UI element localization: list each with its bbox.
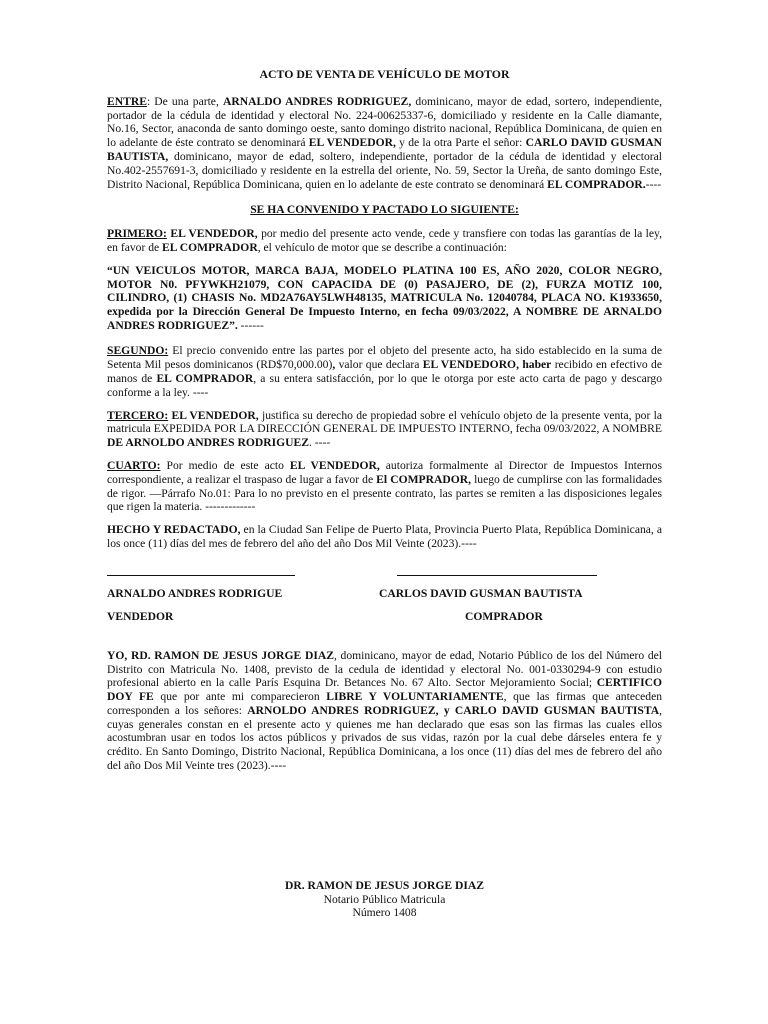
- tercero-bold-2: DE ARNOLDO ANDRES RODRIGUEZ: [107, 436, 309, 450]
- intro-text-1: : De una parte,: [146, 94, 223, 108]
- tercero-text-1: justifica su derecho de propiedad sobre el vehículo objeto de la presente venta, por la matricula EXPEDIDA POR LA DIRECCIÓN GENERAL DE IMPUESTO INTERNO, fecha 09/03/2022, A NOMBRE: [107, 408, 662, 436]
- document-title: ACTO DE VENTA DE VEHÍCULO DE MOTOR: [259, 67, 510, 81]
- intro-label: ENTRE: [107, 94, 147, 108]
- intro-text-5: ----: [645, 177, 662, 191]
- notary-closing: [107, 879, 662, 920]
- seller-signature-name: ARNALDO ANDRES RODRIGUE: [107, 586, 283, 600]
- segundo-bold-3: EL COMPRADOR: [156, 371, 254, 385]
- agreement-heading: SE HA CONVENIDO Y PACTADO LO SIGUIENTE:: [250, 203, 519, 217]
- notary-bold-2: CERTIFICO DOY FE: [107, 676, 662, 704]
- clause-primero: [107, 227, 662, 255]
- tercero-text-2: . ----: [308, 436, 331, 450]
- cuarto-text-3: luego de cumplirse con las formalidades de rigor. —Párrafo No.01: Para lo no previsto en el presente contrato, las partes se remiten a las disposiciones legales que rigen la materia. -------------: [107, 472, 662, 514]
- hecho-bold: HECHO Y REDACTADO,: [107, 523, 241, 537]
- notary-bold-1: YO, RD. RAMON DE JESUS JORGE DIAZ: [107, 648, 334, 662]
- notary-closing-line-1: Notario Público Matricula: [323, 892, 446, 906]
- notary-bold-4: ARNOLDO ANDRES RODRIGUEZ, y CARLO DAVID GUSMAN BAUTISTA: [247, 703, 660, 717]
- parties-paragraph: [107, 95, 662, 192]
- buyer-signature-line: [397, 575, 597, 576]
- seller-signature-line: [107, 575, 295, 576]
- primero-bold-1: EL VENDEDOR,: [166, 227, 258, 241]
- intro-text-3: y de la otra Parte el señor:: [395, 136, 526, 150]
- buyer-role: EL COMPRADOR.: [547, 177, 646, 191]
- segundo-bold-2: EL VENDEDORO, haber: [422, 358, 552, 372]
- primero-text-2: , el vehículo de motor que se describe a continuación:: [257, 240, 507, 254]
- signature-block: [107, 575, 662, 639]
- primero-label: PRIMERO:: [107, 227, 167, 241]
- segundo-text-3: recibido en efectivo de manos de: [107, 358, 662, 385]
- signing-place-paragraph: [107, 523, 662, 551]
- notary-text-2: que por ante mi comparecieron: [153, 690, 327, 704]
- segundo-text-1: El precio convenido entre las partes por el objeto del presente acto, ha sido establecido en la suma de Setenta Mil pesos dominicanos (RD$70,000.00): [107, 344, 662, 372]
- cuarto-bold-2: El COMPRADOR,: [376, 472, 472, 486]
- seller-role: EL VENDEDOR,: [308, 136, 396, 150]
- cuarto-text-2: autoriza formalmente al Director de Impuestos Internos correspondiente, a realizar el traspaso de lugar a favor de: [107, 458, 662, 486]
- vehicle-description: [107, 264, 662, 333]
- hecho-text: en la Ciudad San Felipe de Puerto Plata, Provincia Puerto Plata, República Dominicana, a los once (11) días del mes de febrero del año del año Dos Mil Veinte (2023).----: [107, 523, 662, 550]
- segundo-bold-1: ,: [332, 358, 336, 372]
- intro-text-4: dominicano, mayor de edad, soltero, independiente, portador de la cédula de identidad y electoral No.402-2557691-3, domiciliado y residente en la estrella del oriente, No. 59, Sector la Ureña, de santo domingo Este, Distrito Nacional, República Dominicana, quien en lo adelante de este contrato se denominará: [107, 149, 662, 191]
- tercero-label: TERCERO:: [107, 408, 169, 422]
- notary-certification: [107, 649, 662, 773]
- segundo-text-4: , a su entera satisfacción, por lo que le otorga por este acto carta de pago y descargo conforme a la ley. ----: [107, 371, 662, 399]
- segundo-text-2: valor que declara: [335, 358, 423, 372]
- primero-text-1: por medio del presente acto vende, cede y transfiere con todas las garantías de la ley, en favor de: [107, 227, 662, 254]
- buyer-signature-role: COMPRADOR: [465, 609, 543, 623]
- notary-closing-name: DR. RAMON DE JESUS JORGE DIAZ: [284, 879, 485, 892]
- seller-signature-role: VENDEDOR: [107, 609, 174, 623]
- notary-bold-3: LIBRE Y VOLUNTARIAMENTE: [326, 690, 504, 704]
- vehicle-text: “UN VEICULOS MOTOR, MARCA BAJA, MODELO PLATINA 100 ES, AÑO 2020, COLOR NEGRO, MOTOR N0. PFYWKH21079, CON CAPACIDA DE (0) PASAJERO, DE (2), FURZA MOTIZ 100, CILINDRO, (1) CHASIS No. MD2A76AY5LWH48135, MATRICULA No. 12040784, PLACA NO. K1933650, expedida por la Dirección General De Impuesto Interno, en fecha 09/03/2022, A NOMBRE DE ARNALDO ANDRES RODRIGUEZ”.: [107, 263, 662, 332]
- notary-text-1: , dominicano, mayor de edad, Notario Público de los del Número del Distrito con Matricula No. 1408, previsto de la cedula de identidad y electoral No. 001-0330294-9 con estudio profesional abierto en la calle París Esquina Dr. Betances No. 67 Alto. Sector Mejoramiento Social;: [107, 648, 662, 690]
- segundo-label: SEGUNDO:: [107, 344, 169, 358]
- buyer-name: CARLO DAVID GUSMAN BAUTISTA,: [107, 136, 663, 163]
- notary-text-4: , cuyas generales constan en el presente acto y quienes me han declarado que esas son las firmas las cuales ellos acostumbran usar en todos los actos públicos y privados de sus vidas, razón por la cual debe dárseles entera fe y crédito. En Santo Domingo, Distrito Nacional, República Dominicana, a los once (11) días del mes de febrero del año del año Dos Mil Veinte tres (2023).----: [107, 703, 662, 773]
- seller-name: ARNALDO ANDRES RODRIGUEZ,: [222, 94, 412, 108]
- tercero-bold-1: EL VENDEDOR,: [168, 408, 259, 422]
- cuarto-bold-1: EL VENDEDOR,: [289, 458, 380, 472]
- cuarto-text-1: Por medio de este acto: [160, 458, 290, 472]
- document-body: [107, 68, 662, 773]
- notary-text-3: , que las firmas que anteceden corresponden a los señores:: [107, 690, 663, 717]
- primero-bold-2: EL COMPRADOR: [162, 240, 258, 254]
- clause-segundo: [107, 344, 662, 399]
- notary-closing-line-2: Número 1408: [352, 906, 417, 920]
- clause-cuarto: [107, 459, 662, 514]
- vehicle-dashes: ------: [237, 318, 264, 332]
- clause-tercero: [107, 409, 662, 450]
- buyer-signature-name: CARLOS DAVID GUSMAN BAUTISTA: [379, 586, 583, 600]
- intro-text-2: dominicano, mayor de edad, sortero, independiente, portador de la cédula de identidad y electoral No. 224-00625337-6, domiciliado y residente en la Calle diamante, No.16, Sector, anaconda de santo domingo oeste, santo domingo distrito nacional, República Dominicana, de quien en lo adelante de éste contrato se denominará: [107, 94, 662, 150]
- cuarto-label: CUARTO:: [107, 458, 161, 472]
